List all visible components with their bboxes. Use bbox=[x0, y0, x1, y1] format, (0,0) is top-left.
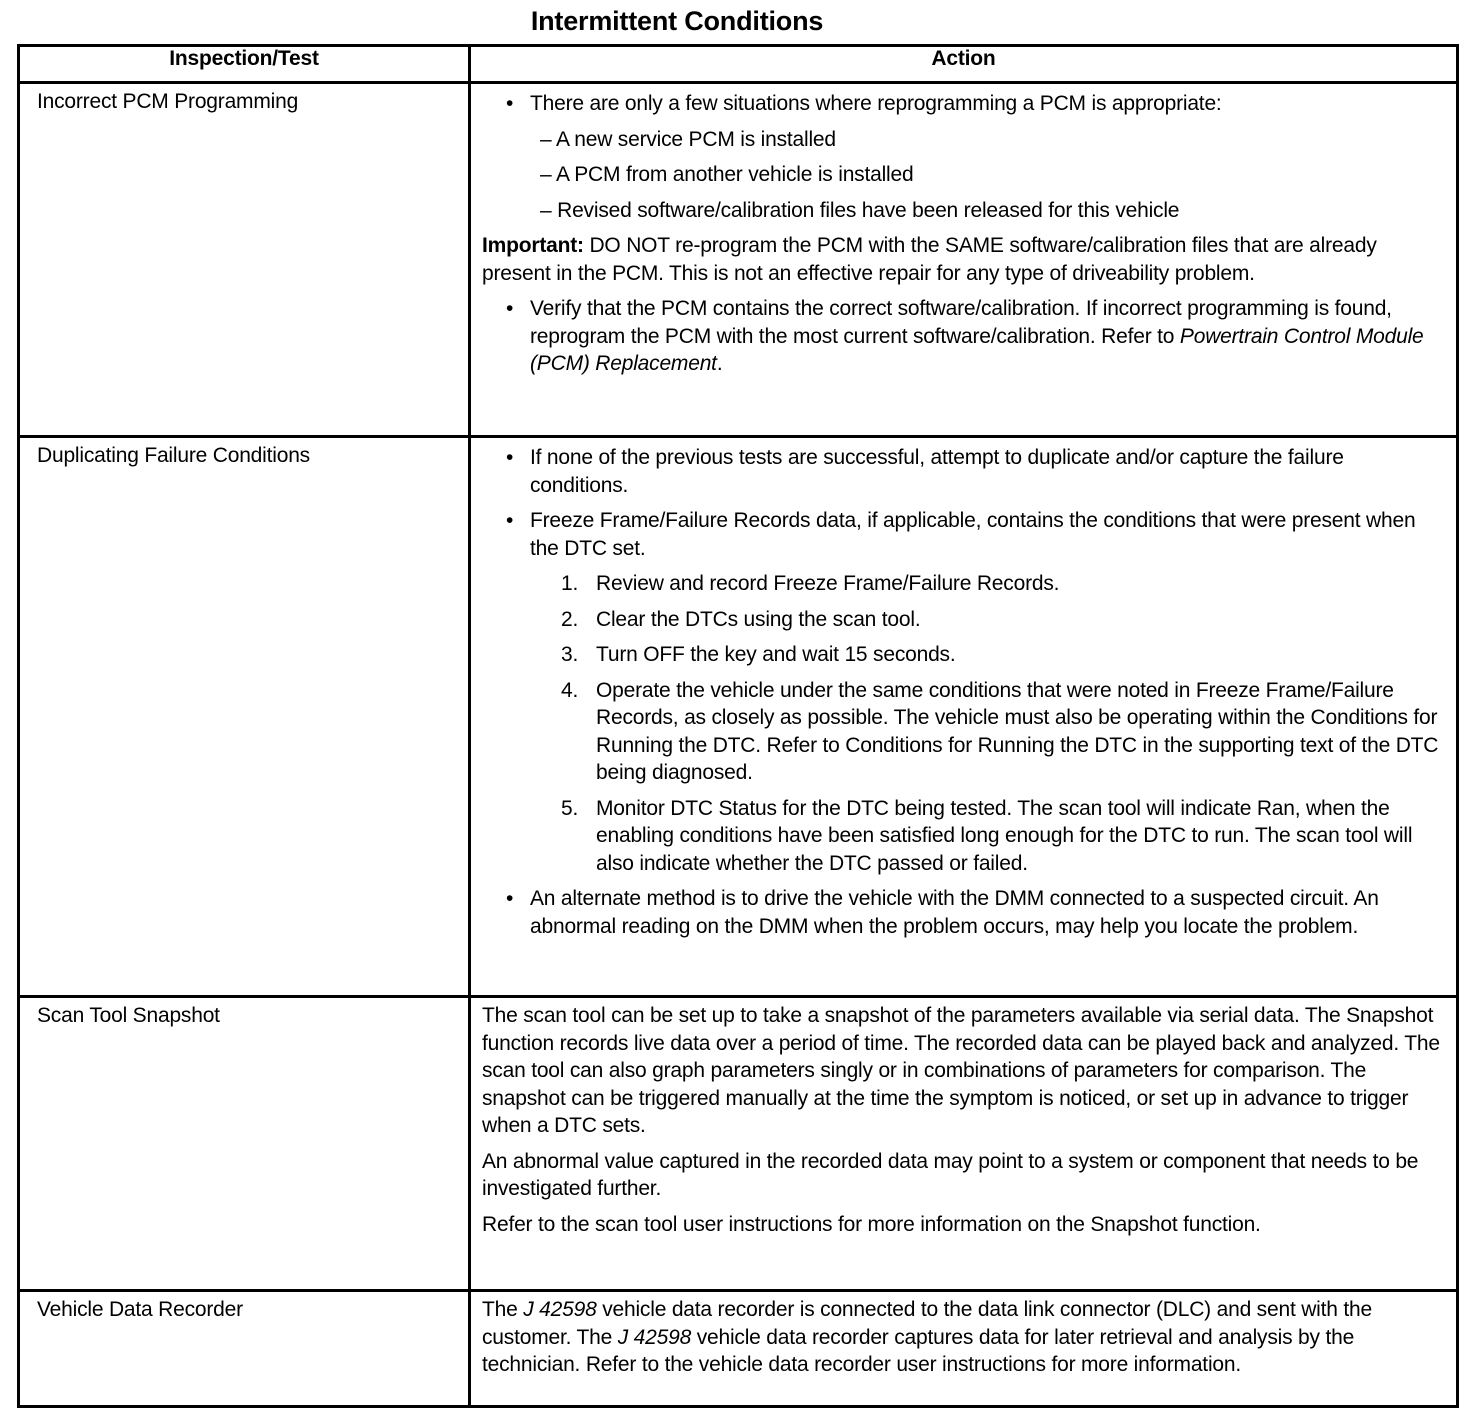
action-cell bbox=[470, 1291, 1458, 1407]
list-item: • An alternate method is to drive the vehicle with the DMM connected to a suspected circuit. An abnormal reading on the DMM when the problem occurs, may help you locate the problem. bbox=[482, 885, 1446, 940]
paragraph: The scan tool can be set up to take a snapshot of the parameters available via serial data. The Snapshot function records live data over a period of time. The recorded data can be played back and analyzed. The scan tool can also graph parameters singly or in combinations of parameters for comparison. The snapshot can be triggered manually at the time the symptom is noticed, or set up in advance to trigger when a DTC sets. bbox=[482, 1004, 1440, 1137]
action-cell bbox=[470, 437, 1458, 997]
list-item: – A new service PCM is installed bbox=[540, 127, 836, 151]
step-item: 2. Clear the DTCs using the scan tool. bbox=[561, 607, 921, 631]
page-title: Intermittent Conditions bbox=[530, 6, 824, 36]
header-inspection-test: Inspection/Test bbox=[19, 46, 470, 83]
intermittent-conditions-table bbox=[17, 44, 1459, 1408]
table-row bbox=[19, 1291, 1458, 1407]
important-label: Important: bbox=[482, 234, 584, 257]
row-label: Vehicle Data Recorder bbox=[19, 1291, 470, 1407]
bullet-icon: • bbox=[506, 297, 514, 320]
table-row bbox=[19, 437, 1458, 997]
row-label: Scan Tool Snapshot bbox=[19, 997, 470, 1291]
tool-number: J 42598 bbox=[617, 1325, 692, 1349]
step-item: 3. Turn OFF the key and wait 15 seconds. bbox=[561, 643, 956, 666]
paragraph: Refer to the scan tool user instructions for more information on the Snapshot function. bbox=[482, 1212, 1261, 1236]
paragraph: An abnormal value captured in the recorded data may point to a system or component that needs to be investigated further. bbox=[482, 1149, 1419, 1200]
action-cell bbox=[470, 997, 1458, 1291]
list-item: – Revised software/calibration files have been released for this vehicle bbox=[540, 198, 1180, 222]
table-row bbox=[19, 997, 1458, 1291]
action-cell bbox=[470, 83, 1458, 437]
step-item: 4. Operate the vehicle under the same conditions that were noted in Freeze Frame/Failure Records, as closely as possible. The vehicle must also be operating within the Conditions for Running the DTC. Refer to Conditions for Running the DTC in the supporting text of the DTC being diagnosed. bbox=[561, 678, 1439, 784]
important-note: Important: DO NOT re-program the PCM with the SAME software/calibration files that are already present in the PCM. This is not an effective repair for any type of driveability problem. bbox=[482, 234, 1377, 285]
bullet-icon: • bbox=[506, 887, 514, 910]
paragraph: The J 42598 vehicle data recorder is connected to the data link connector (DLC) and sent with the customer. The J 42598 vehicle data recorder captures data for later retrieval and analysis by the technician. Refer to the vehicle data recorder user instructions for more information. bbox=[482, 1298, 1372, 1376]
step-item: 5. Monitor DTC Status for the DTC being tested. The scan tool will indicate Ran, when the enabling conditions have been satisfied long enough for the DTC to run. The scan tool will also indicate whether the DTC passed or failed. bbox=[561, 796, 1413, 875]
list-item: – A PCM from another vehicle is installed bbox=[540, 163, 914, 186]
step-item: 1. Review and record Freeze Frame/Failure Records. bbox=[561, 572, 1060, 595]
header-action: Action bbox=[470, 46, 1458, 83]
list-item: • Freeze Frame/Failure Records data, if applicable, contains the conditions that were present when the DTC set. bbox=[482, 507, 1446, 562]
bullet-icon: • bbox=[506, 92, 514, 115]
bullet-icon: • bbox=[506, 509, 514, 532]
pcm-replacement-link[interactable]: Powertrain Control Module (PCM) Replacement bbox=[530, 324, 1424, 375]
row-label: Incorrect PCM Programming bbox=[19, 83, 470, 437]
bullet-icon: • bbox=[506, 446, 514, 469]
list-item: • There are only a few situations where reprogramming a PCM is appropriate: bbox=[482, 90, 1446, 118]
list-item: • Verify that the PCM contains the correct software/calibration. If incorrect programming is found, reprogram the PCM with the most current software/calibration. Refer to Powertrain Control Module (PCM) Replacement. bbox=[482, 295, 1446, 378]
tool-number: J 42598 bbox=[523, 1298, 597, 1321]
table-row bbox=[19, 83, 1458, 437]
row-label: Duplicating Failure Conditions bbox=[19, 437, 470, 997]
list-item: • If none of the previous tests are successful, attempt to duplicate and/or capture the failure conditions. bbox=[482, 444, 1446, 499]
table-header-row bbox=[19, 46, 1458, 83]
